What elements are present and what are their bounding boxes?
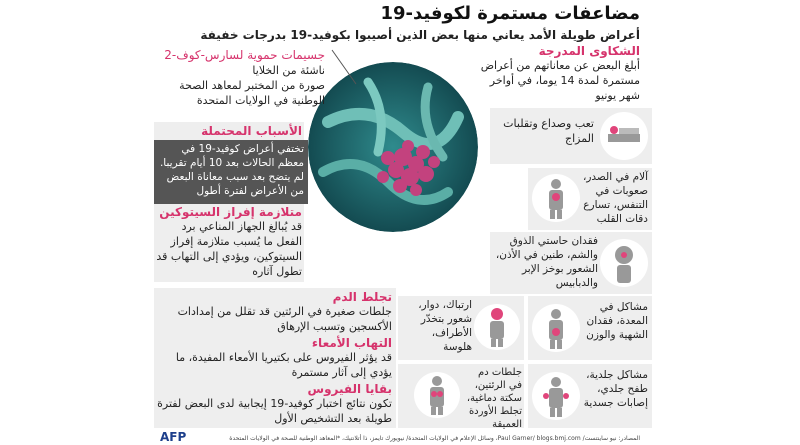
cause-text: جلطات صغيرة في الرئتين قد تقلل من إمدادات الأكسجين وتسبب الإرهاق xyxy=(177,305,392,333)
brain-icon xyxy=(474,304,520,350)
cause-heading: بقايا الفيروس xyxy=(307,382,392,396)
symptom-text: مشاكل في المعدة، فقدان الشهية والوزن xyxy=(586,301,648,341)
symptom-card xyxy=(490,108,652,164)
stomach-icon xyxy=(532,304,580,352)
symptom-card xyxy=(528,296,652,360)
cause-text: تكون نتائج اختبار كوفيد-19 إيجابية لدى البعض لفترة طويلة بعد التشخيص الأول xyxy=(157,397,392,425)
caption-line: الوطنية في الولايات المتحدة xyxy=(196,94,325,107)
cause-heading: تجلط الدم xyxy=(332,290,392,304)
cause-item xyxy=(156,382,392,426)
page-title: مضاعفات مستمرة لكوفيد-19 xyxy=(380,3,640,24)
chest-icon xyxy=(532,174,580,222)
cause-text: قد يؤثر الفيروس على بكتيريا الأمعاء المفيدة، ما يؤدي إلى آثار مستمرة xyxy=(175,351,392,379)
cause-item xyxy=(156,336,392,380)
lungs-icon xyxy=(414,372,460,418)
cause-heading: متلازمة إفراز السيتوكين xyxy=(159,205,302,219)
symptom-card xyxy=(398,296,524,360)
symptom-text: آلام في الصدر، صعوبات في التنفس، تسارع دقات القلب xyxy=(582,171,648,225)
causes-intro-text: تختفي أعراض كوفيد-19 في معظم الحالات بعد 10 أيام تقريبا. لم يتضح بعد سبب معاناة البعض من الأعراض لفترة أطول xyxy=(159,143,304,197)
photo-caption xyxy=(155,48,325,108)
cause-item xyxy=(156,290,392,334)
symptom-card xyxy=(490,232,652,294)
causes-heading: الأسباب المحتملة xyxy=(201,124,302,138)
caption-line: ناشئة من الخلايا xyxy=(252,64,325,77)
caption-highlight: جسيمات حموية لسارس-كوف-2 xyxy=(164,48,325,62)
symptom-card xyxy=(528,168,652,230)
symptom-text: جلطات دم في الرئتين، سكتة دماغية، تجلط الأوردة العميقة xyxy=(466,367,522,430)
cause-text: قد يُبالغ الجهاز المناعي برد الفعل ما يُسبب متلازمة إفراز السيتوكين، ويؤدي إلى التهاب قد تطول آثاره xyxy=(156,220,302,278)
complaints-heading: الشكاوى المدرجة xyxy=(538,44,640,58)
cause-item xyxy=(156,205,302,279)
page-subtitle: أعراض طويلة الأمد يعاني منها بعض الذين أصيبوا بكوفيد-19 بدرجات خفيفة xyxy=(200,28,640,42)
symptom-text: مشاكل جلدية، طفح جلدي، إصابات جسدية xyxy=(583,369,648,409)
bed-icon xyxy=(600,112,648,160)
symptom-text: ارتباك، دوار، شعور بتخدّر الأطراف، هلوسة xyxy=(418,299,472,353)
symptom-text: فقدان حاستي الذوق والشم، طنين في الأذن، الشعور بوخز الإبر والدبابيس xyxy=(495,235,598,289)
cause-heading: التهاب الأمعاء xyxy=(311,336,392,350)
causes-intro xyxy=(154,140,308,204)
afp-logo: AFP xyxy=(160,430,187,444)
symptom-text: تعب وصداع وتقلبات المزاج xyxy=(503,117,594,145)
head-icon xyxy=(600,239,648,287)
sources-footer: المصادر: نيو ساينتست/ Paul Garner/ blogs.bmj.com، وسائل الإعلام في الولايات المتحدة/ نيويورك تايمز، ذا أتلانتيك، *المعاهد الوطنية للصحة في الولايات المتحدة xyxy=(229,435,640,442)
complaints-text: أبلغ البعض عن معاناتهم من أعراض مستمرة لمدة 14 يوما، في أواخر شهر يونيو xyxy=(480,59,640,102)
skin-icon xyxy=(532,372,580,420)
photo-pointer-line xyxy=(330,48,360,88)
complaints-section xyxy=(480,44,640,103)
symptom-card xyxy=(528,364,652,428)
caption-line: صورة من المختبر لمعاهد الصحة xyxy=(179,79,325,92)
symptom-card xyxy=(398,364,524,428)
